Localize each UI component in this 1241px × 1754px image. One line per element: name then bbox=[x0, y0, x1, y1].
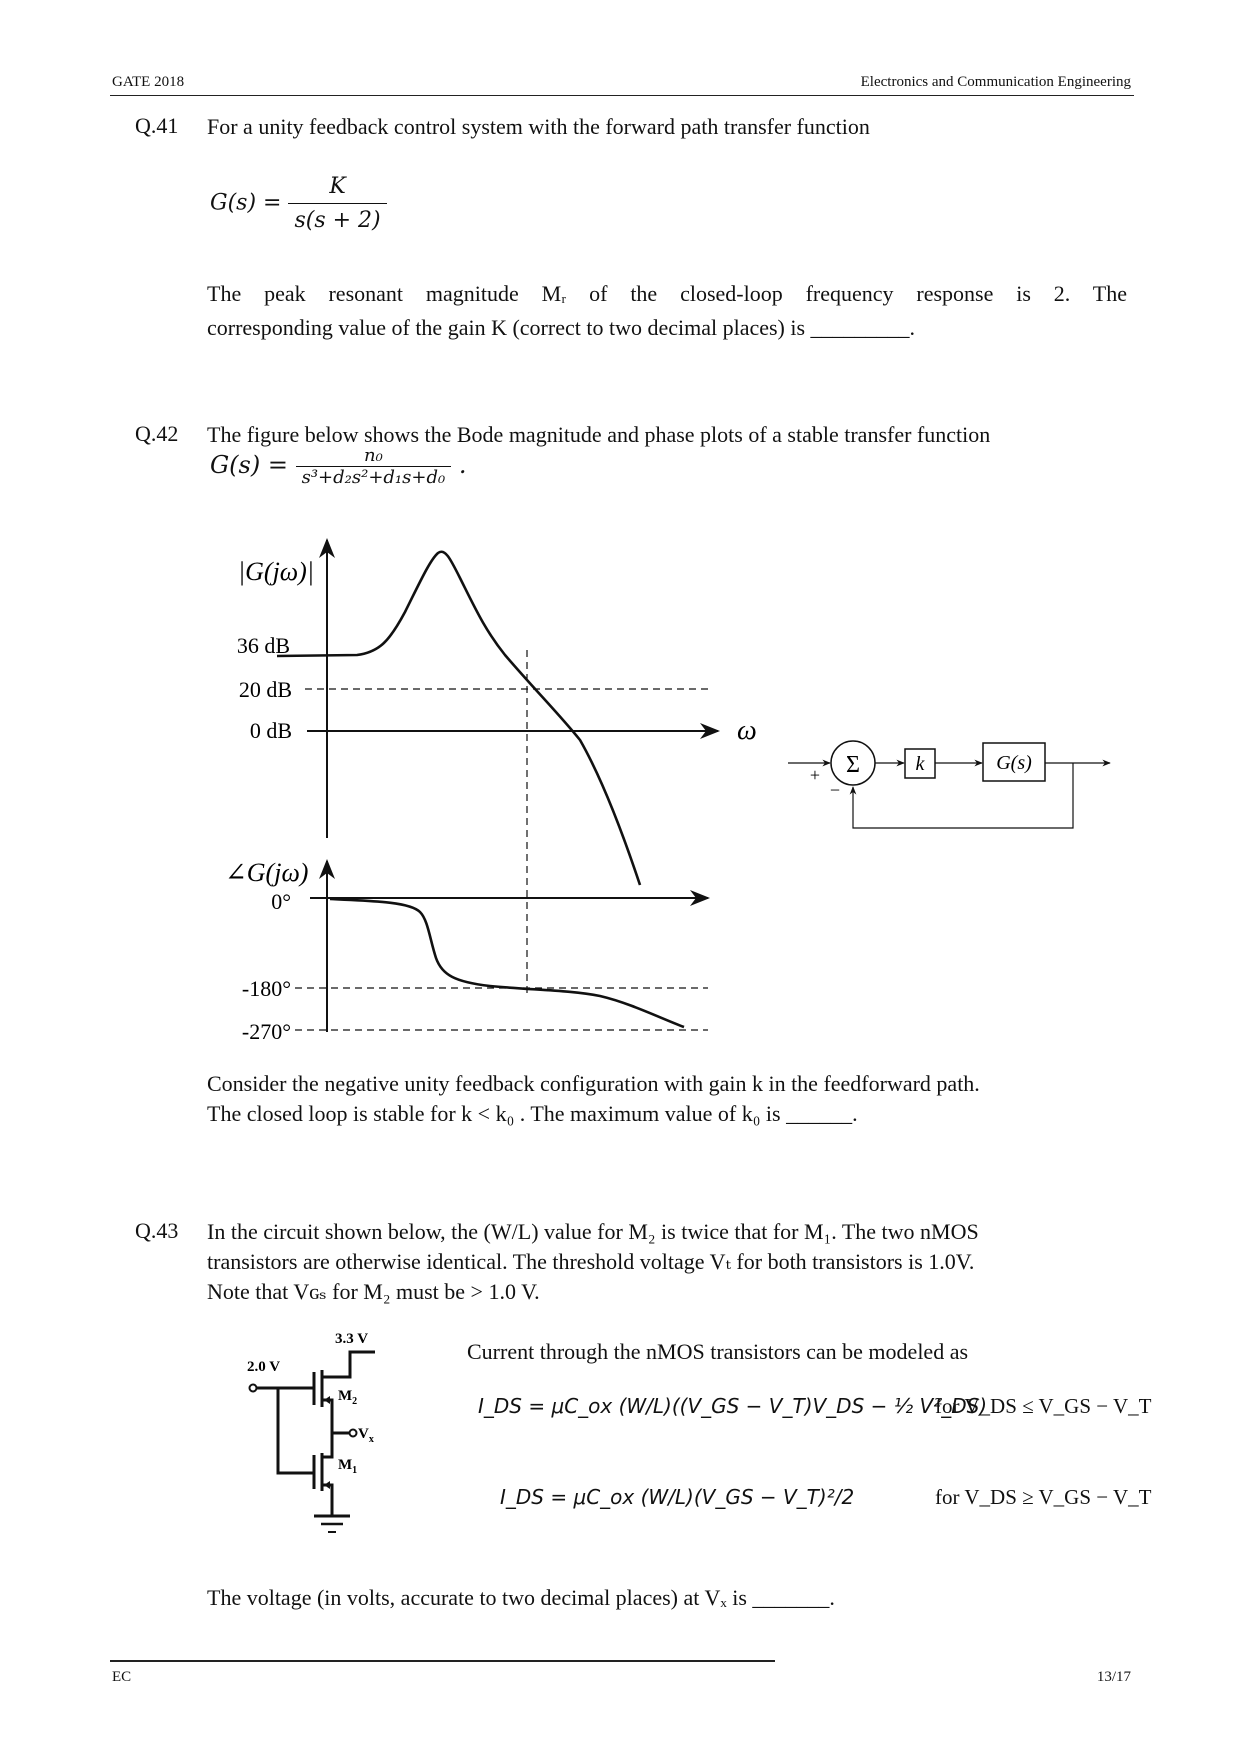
phase-curve bbox=[330, 899, 684, 1027]
sum-symbol: Σ bbox=[846, 752, 860, 778]
svg-text:M1 bbox=[338, 1457, 357, 1476]
feedback-block-diagram bbox=[788, 741, 1110, 828]
q41-tf-num: K bbox=[329, 174, 346, 199]
model-eq2: I_DS = μC_ox (W/L)(V_GS − V_T)²/2 bbox=[500, 1485, 855, 1509]
q41-number: Q.41 bbox=[135, 113, 179, 138]
q42-tf-den: s³+d₂s²+d₁s+d₀ bbox=[296, 466, 452, 488]
feedback-path bbox=[853, 763, 1073, 828]
model-eq1-condition: for V_DS ≤ V_GS − V_T bbox=[935, 1394, 1152, 1418]
q42-body-line2: The closed loop is stable for k < k₀ . The maximum value of k₀ is ______. bbox=[207, 1101, 858, 1126]
m2-label: M bbox=[338, 1388, 353, 1404]
model-intro: Current through the nMOS transistors can be modeled as bbox=[467, 1339, 969, 1364]
q42-tf-num: n₀ bbox=[363, 445, 383, 466]
q43-question: The voltage (in volts, accurate to two decimal places) at Vₓ is _______. bbox=[207, 1585, 835, 1610]
footer-right: 13/17 bbox=[1096, 1669, 1131, 1685]
magnitude-curve bbox=[277, 552, 640, 885]
mag-tick-36: 36 dB bbox=[236, 633, 290, 658]
footer-divider bbox=[110, 1660, 775, 1662]
phase-tick-0: 0° bbox=[271, 889, 291, 914]
q42-body-line1: Consider the negative unity feedback configuration with gain k in the feedforward path. bbox=[207, 1071, 980, 1096]
phase-tick-270: -270° bbox=[241, 1019, 291, 1044]
mag-tick-0: 0 dB bbox=[249, 718, 292, 743]
m1-sub: 1 bbox=[352, 1465, 358, 1476]
q43-line3: Note that Vɢₛ for M₂ must be > 1.0 V. bbox=[207, 1279, 540, 1304]
plus-sign: + bbox=[809, 765, 821, 785]
q42-intro: The figure below shows the Bode magnitude and phase plots of a stable transfer function bbox=[207, 422, 991, 447]
q41-tf-lhs: G(s) = bbox=[210, 190, 282, 216]
omega-label: ω bbox=[737, 715, 757, 746]
svg-text:M2 bbox=[338, 1388, 357, 1407]
q43-line2: transistors are otherwise identical. The threshold voltage Vₜ for both transistors is 1.0V. bbox=[207, 1249, 975, 1274]
m1-label: M bbox=[338, 1457, 353, 1473]
vin-label: 2.0 V bbox=[247, 1359, 281, 1375]
q41-body-line2: corresponding value of the gain K (correct to two decimal places) is _________. bbox=[207, 315, 916, 340]
phase-label: ∠G(jω) bbox=[225, 858, 309, 887]
q43-line1: In the circuit shown below, the (W/L) value for M₂ is twice that for M₁. The two nMOS bbox=[207, 1219, 979, 1244]
q41-intro: For a unity feedback control system with the forward path transfer function bbox=[207, 114, 870, 139]
vx-label: V bbox=[358, 1426, 369, 1442]
q42-number: Q.42 bbox=[135, 421, 179, 446]
gain-label: k bbox=[915, 753, 925, 775]
vdd-label: 3.3 V bbox=[335, 1331, 369, 1347]
q42-tf-lhs: G(s) = bbox=[210, 451, 288, 479]
model-eq1: I_DS = μC_ox (W/L)((V_GS − V_T)V_DS − ½ V²_DS) bbox=[478, 1394, 988, 1418]
mag-tick-20: 20 dB bbox=[238, 677, 292, 702]
minus-sign: − bbox=[829, 780, 841, 800]
q42-tf-end: . bbox=[458, 451, 467, 479]
q41-body-line1: The peak resonant magnitude Mᵣ of the closed-loop frequency response is 2. The bbox=[207, 281, 1127, 306]
header-left: GATE 2018 bbox=[112, 74, 185, 90]
phase-tick-180: -180° bbox=[241, 976, 291, 1001]
vx-sub: x bbox=[368, 1434, 374, 1445]
q41-tf-den: s(s + 2) bbox=[288, 203, 386, 237]
header-right: Electronics and Communication Engineering bbox=[860, 74, 1131, 90]
svg-text:Vx bbox=[358, 1426, 374, 1445]
model-eq2-condition: for V_DS ≥ V_GS − V_T bbox=[935, 1485, 1152, 1509]
plant-label: G(s) bbox=[996, 752, 1032, 774]
q43-number: Q.43 bbox=[135, 1218, 179, 1243]
mag-label: |G(jω)| bbox=[238, 557, 314, 586]
nmos-circuit bbox=[240, 1325, 420, 1555]
footer-left: EC bbox=[112, 1669, 132, 1685]
m2-sub: 2 bbox=[352, 1396, 358, 1407]
